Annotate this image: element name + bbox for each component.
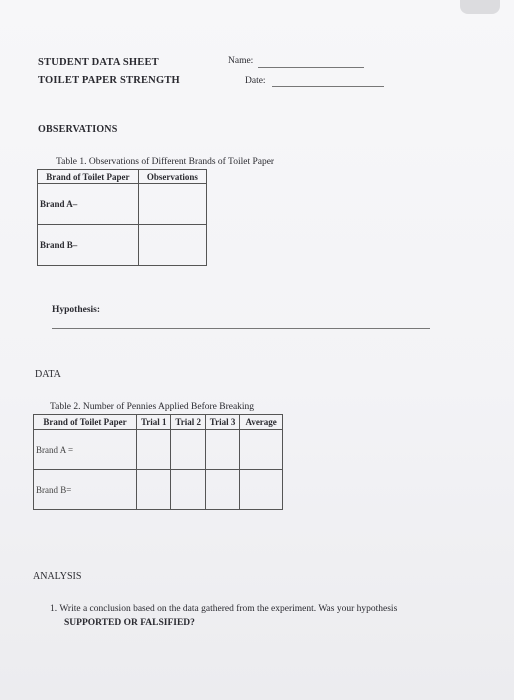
average-cell[interactable] — [240, 430, 283, 470]
table-header-row — [34, 415, 283, 430]
observation-cell[interactable] — [138, 184, 206, 225]
trial1-cell[interactable] — [137, 470, 171, 510]
pennies-table — [33, 414, 283, 510]
brand-cell: Brand A– — [38, 184, 139, 225]
page-corner — [460, 0, 500, 14]
trial3-cell[interactable] — [205, 470, 239, 510]
trial1-cell[interactable] — [137, 430, 171, 470]
brand-cell: Brand B= — [34, 470, 137, 510]
question-1-line2: SUPPORTED OR FALSIFIED? — [64, 618, 195, 628]
table-row — [34, 470, 283, 510]
brand-cell: Brand B– — [38, 225, 139, 266]
hypothesis-label: Hypothesis: — [52, 305, 101, 315]
column-header: Trial 3 — [205, 415, 239, 430]
date-label: Date: — [245, 76, 266, 86]
trial3-cell[interactable] — [205, 430, 239, 470]
name-label: Name: — [228, 56, 254, 66]
observations-heading: OBSERVATIONS — [38, 124, 118, 135]
column-header: Trial 2 — [171, 415, 205, 430]
column-header: Brand of Toilet Paper — [34, 415, 137, 430]
average-cell[interactable] — [240, 470, 283, 510]
table-row — [38, 225, 207, 266]
column-header: Observations — [138, 170, 206, 184]
column-header: Brand of Toilet Paper — [38, 170, 139, 184]
analysis-heading: ANALYSIS — [33, 571, 82, 582]
brand-cell: Brand A = — [34, 430, 137, 470]
date-field[interactable] — [272, 86, 384, 87]
hypothesis-field[interactable] — [52, 328, 430, 329]
table-row — [34, 430, 283, 470]
question-1-line1: 1. Write a conclusion based on the data gathered from the experiment. Was your hypothesis — [50, 604, 398, 614]
observation-cell[interactable] — [138, 225, 206, 266]
trial2-cell[interactable] — [171, 470, 205, 510]
name-field[interactable] — [258, 67, 364, 68]
column-header: Average — [240, 415, 283, 430]
data-heading: DATA — [35, 369, 61, 380]
observations-table — [37, 169, 207, 266]
sheet-subtitle: TOILET PAPER STRENGTH — [38, 75, 180, 86]
table2-caption: Table 2. Number of Pennies Applied Before Breaking — [50, 402, 255, 412]
table1-caption: Table 1. Observations of Different Brands of Toilet Paper — [56, 157, 275, 167]
column-header: Trial 1 — [137, 415, 171, 430]
sheet-title: STUDENT DATA SHEET — [38, 57, 159, 68]
table-header-row — [38, 170, 207, 184]
trial2-cell[interactable] — [171, 430, 205, 470]
table-row — [38, 184, 207, 225]
